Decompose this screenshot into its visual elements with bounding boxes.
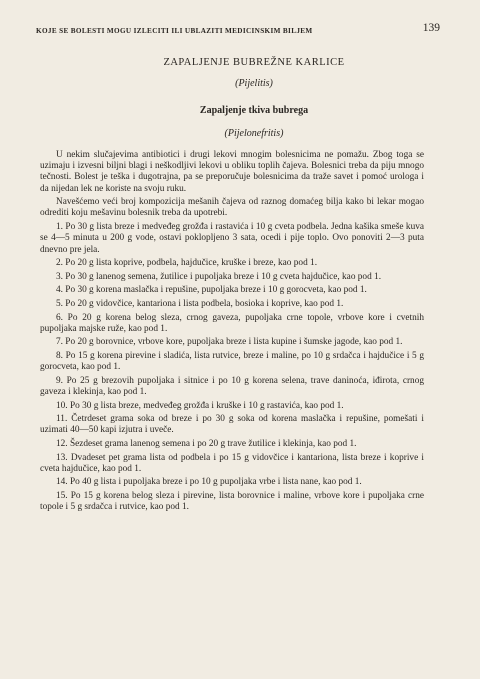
page-header xyxy=(0,22,480,46)
recipe-item: 10. Po 30 g lista breze, medveđeg grožđa i kruške i 10 g rastavića, kao pod 1. xyxy=(56,400,344,411)
recipe-item: 15. Po 15 g korena belog sleza i pirevine, lista borovnice i maline, vrbove kore i pupoljaka crne topole i 5 g srdačca i rutvice, kao pod 1. xyxy=(40,490,424,513)
recipe-item: 8. Po 15 g korena pirevine i sladića, lista rutvice, breze i maline, po 10 g srdačca i hajdučice i 5 g gorocveta, kao pod 1. xyxy=(40,350,424,373)
recipe-item: 12. Šezdeset grama lanenog semena i po 20 g trave žutilice i klekinja, kao pod 1. xyxy=(56,438,357,449)
recipe-item: 5. Po 20 g vidovčice, kantariona i lista podbela, bosioka i koprive, kao pod 1. xyxy=(56,299,344,309)
recipe-item: 13. Dvadeset pet grama lista od podbela i po 15 g vidovčice i kantariona, lista breze i koprive i cveta hajdučice, kao pod 1. xyxy=(40,452,424,474)
chapter-title: ZAPALJENJE BUBREŽNE KARLICE xyxy=(163,57,345,68)
section-subtitle: (Pijelonefritis) xyxy=(224,128,284,139)
recipe-item: 14. Po 40 g lista i pupoljaka breze i po 10 g pupoljaka vrbe i lista nane, kao pod 1. xyxy=(56,477,362,488)
recipe-item: 1. Po 30 g lista breze i medveđeg grožđa i rastavića i 10 g cveta podbela. Jedna kašika smeše kuva se 4—5 minuta u 200 g vode, ostavi poklopljeno 3 sata, ocedi i pije toplo. Ovo ponoviti 2—3 puta dnevno pre jela. xyxy=(40,222,424,255)
recipe-list xyxy=(40,222,424,513)
recipe-item: 6. Po 20 g korena belog sleza, crnog gaveza, pupoljaka crne topole, vrbove kore i cvetnih pupoljaka majske ruže, kao pod 1. xyxy=(40,312,424,334)
recipe-item: 7. Po 20 g borovnice, vrbove kore, pupoljaka breze i lista kupine i šumske jagode, kao pod 1. xyxy=(56,337,403,348)
intro-paragraph: U nekim slučajevima antibiotici i drugi lekovi mnogim bolesnicima ne pomažu. Zbog toga se uzimaju i izvesni biljni blagi i neškodljivi lekovi u obliku toplih čajeva. Bolesnici treba da piju mnogo tečnosti. Bolest je teška i dugotrajna, pa se preporučuje bolesnicima da traže savet i pomoć urologa i da nijedan lek ne koriste na svoju ruku. xyxy=(40,150,424,194)
recipe-item: 4. Po 30 g korena maslačka i repušine, pupoljaka breze i 10 g gorocveta, kao pod 1. xyxy=(56,285,367,296)
recipe-item: 9. Po 25 g brezovih pupoljaka i sitnice i po 10 g korena selena, trave daninoća, iđirota, crnog gaveza i klekinja, kao pod 1. xyxy=(40,375,424,397)
chapter-subtitle: (Pijelitis) xyxy=(235,78,273,89)
body-text xyxy=(40,150,424,516)
section-title: Zapaljenje tkiva bubrega xyxy=(199,105,309,116)
recipe-item: 3. Po 30 g lanenog semena, žutilice i pupoljaka breze i 10 g cveta hajdučice, kao pod 1. xyxy=(56,271,382,282)
intro-paragraph: Navešćemo veći broj kompozicija mešanih čajeva od raznog domaćeg bilja kako bi lekar mogao odrediti koju mešavinu bolesnik treba da upotrebi. xyxy=(40,196,424,219)
recipe-item: 11. Četrdeset grama soka od breze i po 30 g soka od korena maslačka i repušine, pomešati i uzimati 40—50 kapi izjutra i uveče. xyxy=(40,414,424,436)
recipe-item: 2. Po 20 g lista koprive, podbela, hajdučice, kruške i breze, kao pod 1. xyxy=(56,258,318,269)
page-number: 139 xyxy=(422,22,440,34)
running-head: KOJE SE BOLESTI MOGU IZLECITI ILI UBLAZITI MEDICINSKIM BILJEM xyxy=(36,27,313,35)
